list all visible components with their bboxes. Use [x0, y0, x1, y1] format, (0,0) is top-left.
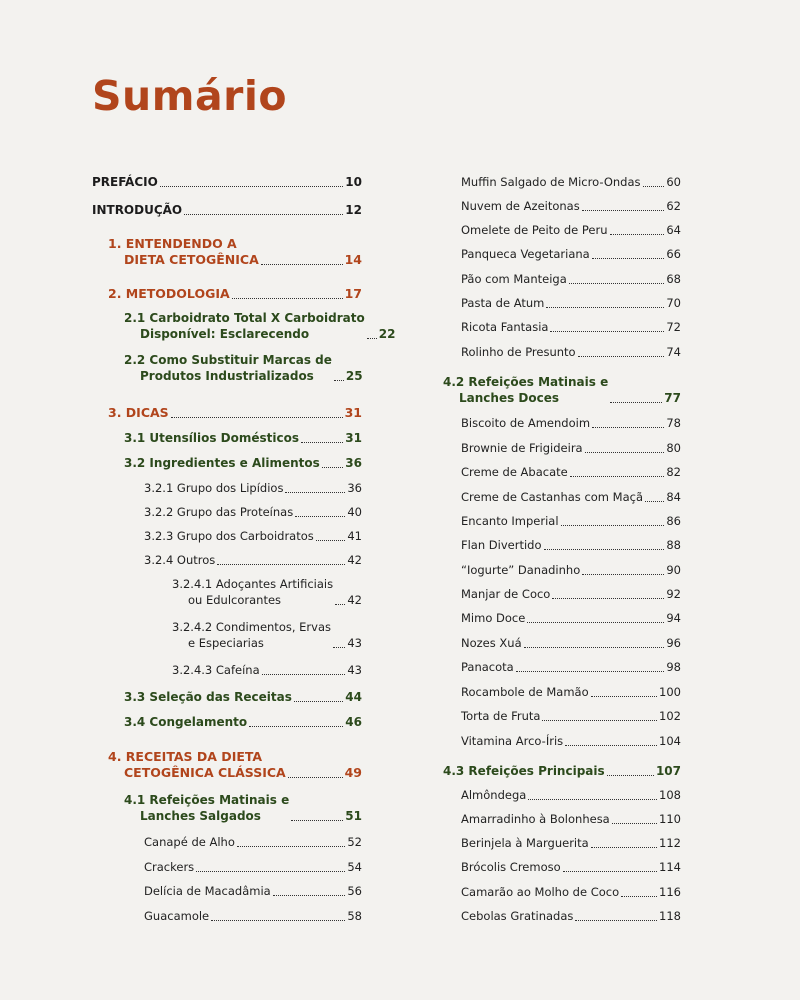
dot-leader [578, 356, 665, 357]
toc-entry [461, 835, 681, 851]
toc-entry-text: Omelete de Peito de Peru [461, 223, 608, 237]
toc-entry-text: Encanto Imperial [461, 514, 559, 528]
toc-entry-title [461, 733, 563, 749]
dot-leader [542, 720, 657, 721]
toc-page-number: 46 [345, 715, 362, 729]
toc-entry-text: 3.3 Seleção das Receitas [124, 690, 292, 704]
toc-page-number: 40 [347, 505, 362, 519]
toc-page-number: 116 [659, 885, 681, 899]
toc-entry-title [461, 440, 583, 456]
toc-entry-title [461, 859, 561, 875]
toc-entry-text: Nuvem de Azeitonas [461, 199, 580, 213]
toc-entry-title [461, 835, 589, 851]
dot-leader [592, 258, 665, 259]
toc-page-number: 42 [347, 593, 362, 607]
toc-entry-title [461, 787, 526, 803]
dot-leader [561, 525, 665, 526]
toc-entry [461, 246, 681, 262]
toc-entry-text: Rolinho de Presunto [461, 345, 576, 359]
toc-entry [461, 319, 681, 335]
dot-leader [516, 671, 665, 672]
dot-leader [645, 501, 664, 502]
toc-page-number: 88 [666, 538, 681, 552]
toc-page-number: 56 [347, 884, 362, 898]
toc-entry-text: 2.2 Como Substituir Marcas de [124, 353, 332, 367]
toc-entry-title [461, 222, 608, 238]
toc-page-number: 22 [378, 327, 396, 341]
toc-page-number: 52 [347, 835, 362, 849]
toc-page-number: 100 [659, 685, 681, 699]
toc-entry-text: Almôndega [461, 788, 527, 802]
toc-entry [461, 489, 681, 505]
toc-entry [461, 733, 681, 749]
toc-entry-title [461, 174, 641, 190]
toc-entry-text: Biscoito de Amendoim [461, 416, 591, 430]
toc-entry-text: Nozes Xuá [461, 636, 522, 650]
dot-leader [643, 186, 665, 187]
toc-entry-title [461, 562, 580, 578]
toc-entry-text: Creme de Abacate [461, 465, 568, 479]
dot-leader [544, 549, 665, 550]
toc-page-number: 31 [345, 431, 362, 445]
toc-entry-text: Panqueca Vegetariana [461, 247, 590, 261]
toc-entry-title [461, 659, 514, 675]
dot-leader [612, 823, 657, 824]
toc-entry [443, 374, 681, 406]
toc-entry [461, 222, 681, 238]
toc-entry [461, 344, 681, 360]
toc-entry-text: ou Edulcorantes [188, 593, 282, 607]
toc-entry-text: Pasta de Atum [461, 296, 545, 310]
toc-page-number: 104 [659, 734, 681, 748]
toc-entry [461, 586, 681, 602]
toc-page-number: 12 [345, 203, 362, 217]
toc-entry-title [461, 295, 544, 311]
toc-entry-text: Vitamina Arco-Íris [461, 734, 564, 748]
toc-entry [461, 513, 681, 529]
toc-entry-title [461, 489, 643, 505]
toc-entry-text: DIETA CETOGÊNICA [124, 252, 259, 267]
toc-entry-text: Lanches Doces [459, 391, 560, 405]
toc-entry [461, 174, 681, 190]
toc-entry [461, 908, 681, 924]
dot-leader [552, 598, 664, 599]
toc-page-number: 84 [666, 490, 681, 504]
toc-entry [461, 787, 681, 803]
toc-entry-text: 3.2.4.3 Cafeína [172, 663, 260, 677]
dot-leader [569, 283, 665, 284]
toc-entry-title [461, 344, 576, 360]
toc-page-number: 80 [666, 441, 681, 455]
toc-entry-text: 3.2.1 Grupo dos Lipídios [144, 481, 284, 495]
toc-entry [461, 659, 681, 675]
toc-entry-title [461, 586, 550, 602]
dot-leader [528, 799, 657, 800]
toc-entry-text: Creme de Castanhas com Maçã [461, 490, 643, 504]
toc-page-number: 102 [659, 709, 681, 723]
dot-leader [527, 622, 664, 623]
dot-leader [546, 307, 664, 308]
toc-page-number: 42 [347, 553, 362, 567]
toc-entry-text: INTRODUÇÃO [92, 203, 183, 217]
toc-page-number: 118 [659, 909, 681, 923]
toc-entry-text: Torta de Fruta [461, 709, 541, 723]
page-title: Sumário [92, 72, 288, 120]
toc-entry-text: Camarão ao Molho de Coco [461, 885, 620, 899]
toc-entry-text: 2.1 Carboidrato Total X Carboidrato [124, 311, 365, 325]
toc-page-number: 43 [347, 663, 362, 677]
toc-entry-text: Manjar de Coco [461, 587, 551, 601]
dot-leader [585, 452, 665, 453]
toc-entry-text: Pão com Manteiga [461, 272, 567, 286]
toc-entry-text: Amarradinho à Bolonhesa [461, 812, 610, 826]
toc-entry-title [461, 635, 522, 651]
dot-leader [550, 331, 664, 332]
toc-entry-text: Rocambole de Mamão [461, 685, 589, 699]
toc-page-number: 36 [345, 456, 362, 470]
toc-entry [461, 198, 681, 214]
toc-page-number: 10 [345, 175, 362, 189]
toc-entry-text: 3.2.3 Grupo dos Carboidratos [144, 529, 314, 543]
toc-entry-title [461, 884, 619, 900]
dot-leader [592, 427, 664, 428]
toc-entry-text: Crackers [144, 860, 195, 874]
toc-entry-title [461, 271, 567, 287]
toc-entry-text: Delícia de Macadâmia [144, 884, 271, 898]
toc-entry-text: 1. ENTENDENDO A [108, 236, 237, 251]
toc-entry-title [443, 374, 608, 406]
toc-entry [461, 295, 681, 311]
dot-leader [582, 210, 665, 211]
toc-entry-text: Mimo Doce [461, 611, 526, 625]
toc-page-number: 114 [659, 860, 681, 874]
toc-entry-text: 3.2.4.1 Adoçantes Artificiais [172, 577, 334, 591]
toc-page-number: 72 [666, 320, 681, 334]
toc-entry-title [461, 684, 589, 700]
toc-entry-text: Ricota Fantasia [461, 320, 549, 334]
dot-leader [570, 476, 665, 477]
toc-page-number: 110 [659, 812, 681, 826]
toc-page-number: 112 [659, 836, 681, 850]
toc-entry [461, 811, 681, 827]
toc-entry-title [461, 415, 590, 431]
toc-page-number: 96 [666, 636, 681, 650]
toc-entry-title [461, 246, 590, 262]
toc-entry-text: 3.2.4 Outros [144, 553, 216, 567]
dot-leader [607, 775, 654, 776]
toc-entry-text: 3.2 Ingredientes e Alimentos [124, 456, 320, 470]
toc-page-number: 68 [666, 272, 681, 286]
dot-leader [575, 920, 657, 921]
toc-entry-text: Brócolis Cremoso [461, 860, 561, 874]
toc-page-number: 54 [347, 860, 362, 874]
toc-page-number: 17 [344, 286, 362, 301]
toc-entry-title [461, 708, 540, 724]
toc-entry-text: “Iogurte” Danadinho [461, 563, 581, 577]
toc-page-number: 98 [666, 660, 681, 674]
dot-leader [563, 871, 657, 872]
toc-entry [461, 859, 681, 875]
toc-entry [461, 635, 681, 651]
toc-entry [461, 684, 681, 700]
dot-leader [621, 896, 657, 897]
toc-page-number: 94 [666, 611, 681, 625]
toc-entry-text: 4.1 Refeições Matinais e [124, 793, 290, 807]
toc-entry-text: 4.2 Refeições Matinais e [443, 375, 609, 389]
toc-page-number: 62 [666, 199, 681, 213]
toc-entry [461, 610, 681, 626]
toc-page-number: 66 [666, 247, 681, 261]
toc-entry-text: Disponível: Esclarecendo [140, 327, 310, 341]
toc-entry-title [461, 464, 568, 480]
toc-page-number: 44 [345, 690, 362, 704]
toc-entry-text: PREFÁCIO [92, 175, 158, 189]
toc-page-number: 36 [347, 481, 362, 495]
dot-leader [582, 574, 664, 575]
dot-leader [591, 696, 657, 697]
toc-entry-title [461, 908, 573, 924]
toc-entry-title [461, 198, 580, 214]
dot-leader [591, 847, 657, 848]
toc-entry-text: Cebolas Gratinadas [461, 909, 574, 923]
toc-entry-text: 4.3 Refeições Principais [443, 764, 605, 778]
toc-page-number: 60 [666, 175, 681, 189]
toc-page-number: 78 [666, 416, 681, 430]
toc-page-number: 90 [666, 563, 681, 577]
toc-entry-text: Brownie de Frigideira [461, 441, 583, 455]
toc-entry-title [461, 537, 542, 553]
toc-page-number: 74 [666, 345, 681, 359]
toc-entry [461, 271, 681, 287]
toc-page-number: 25 [345, 369, 363, 383]
toc-entry-text: Panacota [461, 660, 514, 674]
toc-page-number: 92 [666, 587, 681, 601]
toc-page-number: 31 [344, 405, 362, 420]
toc-entry-text: Berinjela à Marguerita [461, 836, 589, 850]
toc-page-number: 49 [344, 765, 362, 780]
toc-page-number: 41 [347, 529, 362, 543]
toc-entry [461, 708, 681, 724]
toc-entry-title [461, 513, 559, 529]
toc-page-number: 77 [664, 391, 681, 405]
toc-entry [461, 884, 681, 900]
toc-entry [461, 537, 681, 553]
dot-leader [610, 234, 665, 235]
toc-page-number: 86 [666, 514, 681, 528]
dot-leader [610, 402, 662, 403]
toc-entry [461, 562, 681, 578]
toc-entry-text: 4. RECEITAS DA DIETA [108, 749, 263, 764]
dot-leader [565, 745, 657, 746]
toc-entry-title [443, 763, 605, 779]
toc-entry-text: 2. METODOLOGIA [108, 286, 230, 301]
dot-leader [524, 647, 665, 648]
toc-page-number: 82 [666, 465, 681, 479]
toc-page-number: 108 [659, 788, 681, 802]
toc-entry-text: CETOGÊNICA CLÁSSICA [124, 765, 286, 780]
toc-page-number: 43 [347, 636, 362, 650]
toc-entry-text: 3.1 Utensílios Domésticos [124, 431, 299, 445]
toc-page-number: 107 [655, 764, 681, 778]
toc-page-number: 51 [345, 809, 362, 823]
toc-entry-text: Canapé de Alho [144, 835, 235, 849]
toc-entry [461, 464, 681, 480]
toc-entry-title [461, 811, 610, 827]
toc-entry-title [461, 319, 548, 335]
toc-entry-text: Produtos Industrializados [140, 369, 314, 383]
toc-page-number: 58 [347, 909, 362, 923]
toc-entry-text: e Especiarias [188, 636, 264, 650]
toc-entry [461, 415, 681, 431]
toc-entry-text: 3.2.4.2 Condimentos, Ervas [172, 620, 331, 634]
toc-entry-text: Guacamole [144, 909, 210, 923]
toc-entry [461, 440, 681, 456]
toc-page-number: 64 [666, 223, 681, 237]
toc-page-number: 70 [666, 296, 681, 310]
toc-entry-text: 3.4 Congelamento [124, 715, 248, 729]
toc-entry-text: Lanches Salgados [140, 809, 261, 823]
toc-entry [443, 763, 681, 779]
toc-entry-text: 3.2.2 Grupo das Proteínas [144, 505, 294, 519]
toc-entry-title [461, 610, 525, 626]
toc-entry-text: 3. DICAS [108, 405, 169, 420]
toc-page-number: 14 [344, 252, 362, 267]
toc-entry-text: Flan Divertido [461, 538, 542, 552]
toc-entry-text: Muffin Salgado de Micro-Ondas [461, 175, 641, 189]
